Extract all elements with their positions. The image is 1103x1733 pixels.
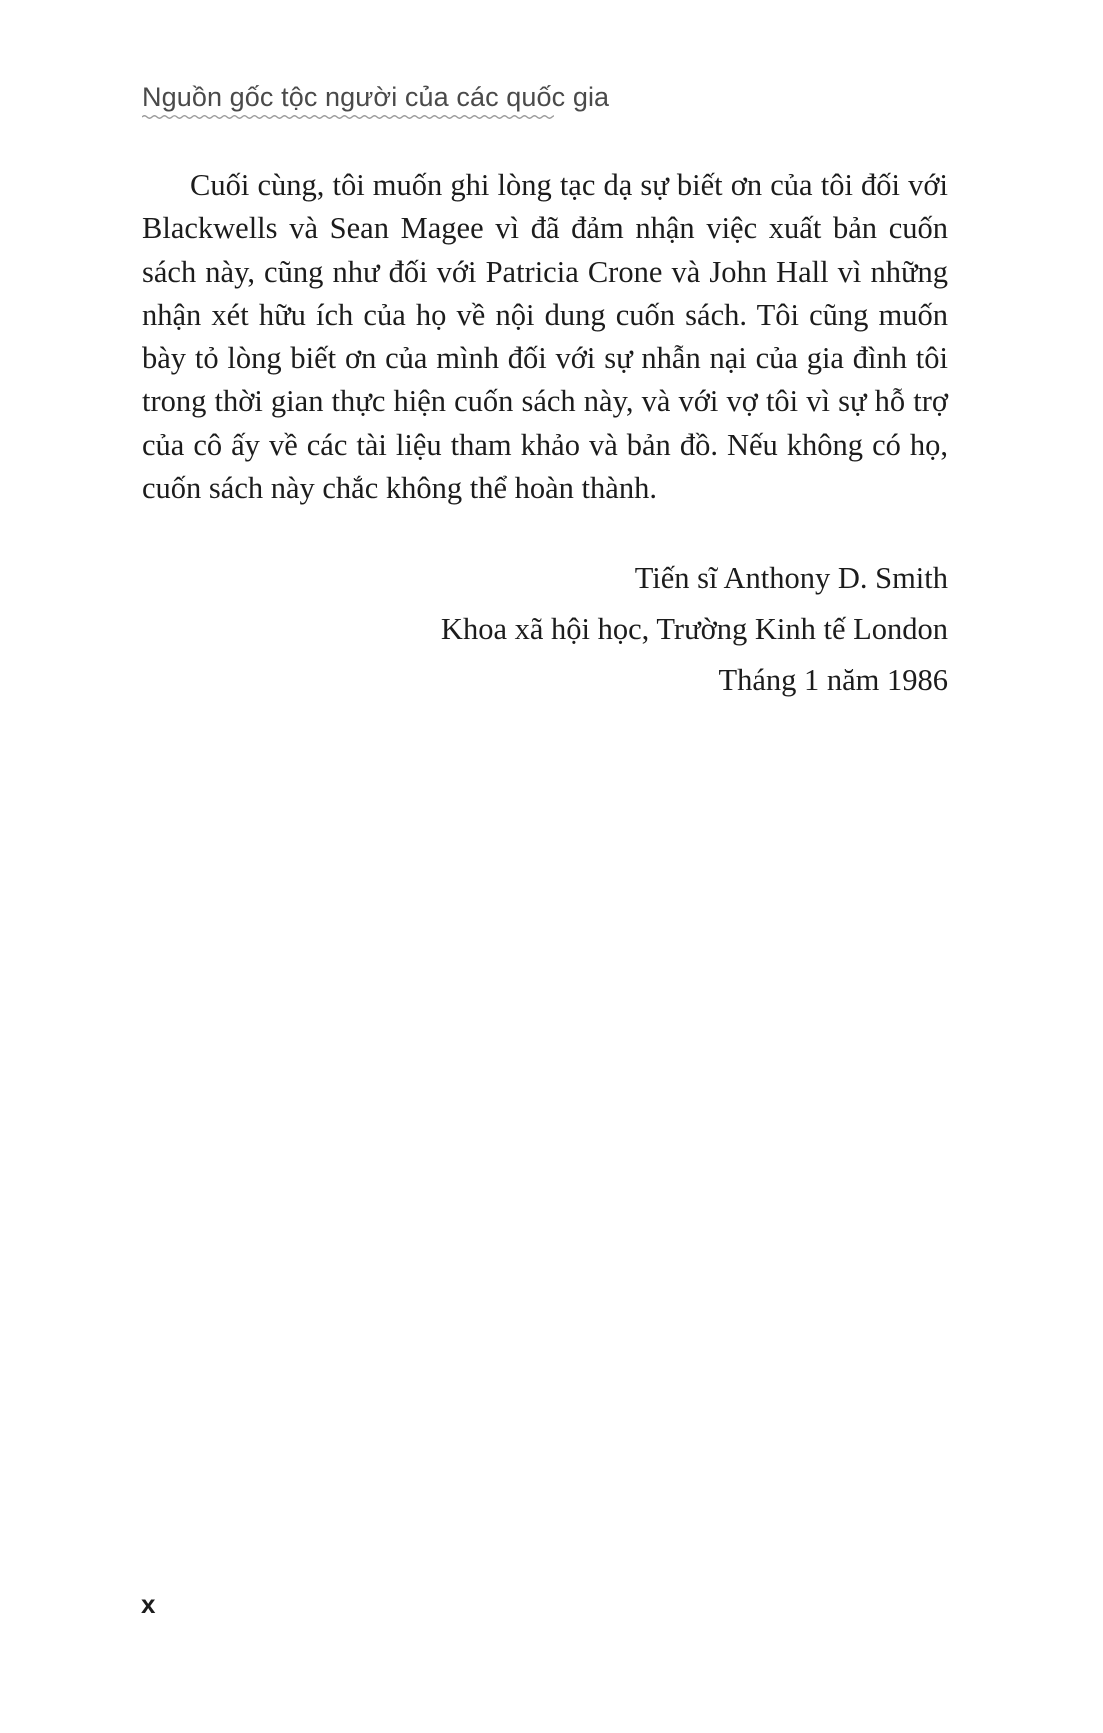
signature-date: Tháng 1 năm 1986 — [718, 663, 948, 697]
signature-block — [441, 553, 948, 706]
running-header-title: Nguồn gốc tộc người của các quốc gia — [142, 82, 610, 112]
header-wavy-rule — [142, 113, 554, 121]
page-number: x — [141, 1589, 156, 1619]
acknowledgement-paragraph: Cuối cùng, tôi muốn ghi lòng tạc dạ sự biết ơn của tôi đối với Blackwells và Sean Magee vì đã đảm nhận việc xuất bản cuốn sách này, cũng như đối với Patricia Crone và John Hall vì những nhận xét hữu ích của họ về nội dung cuốn sách. Tôi cũng muốn bày tỏ lòng biết ơn của mình đối với sự nhẫn nại của gia đình tôi trong thời gian thực hiện cuốn sách này, và với vợ tôi vì sự hỗ trợ của cô ấy về các tài liệu tham khảo và bản đồ. Nếu không có họ, cuốn sách này chắc không thể hoàn thành. — [142, 168, 948, 506]
signature-name: Tiến sĩ Anthony D. Smith — [634, 561, 948, 595]
signature-affiliation: Khoa xã hội học, Trường Kinh tế London — [440, 612, 948, 646]
acknowledgement-body — [142, 164, 948, 510]
